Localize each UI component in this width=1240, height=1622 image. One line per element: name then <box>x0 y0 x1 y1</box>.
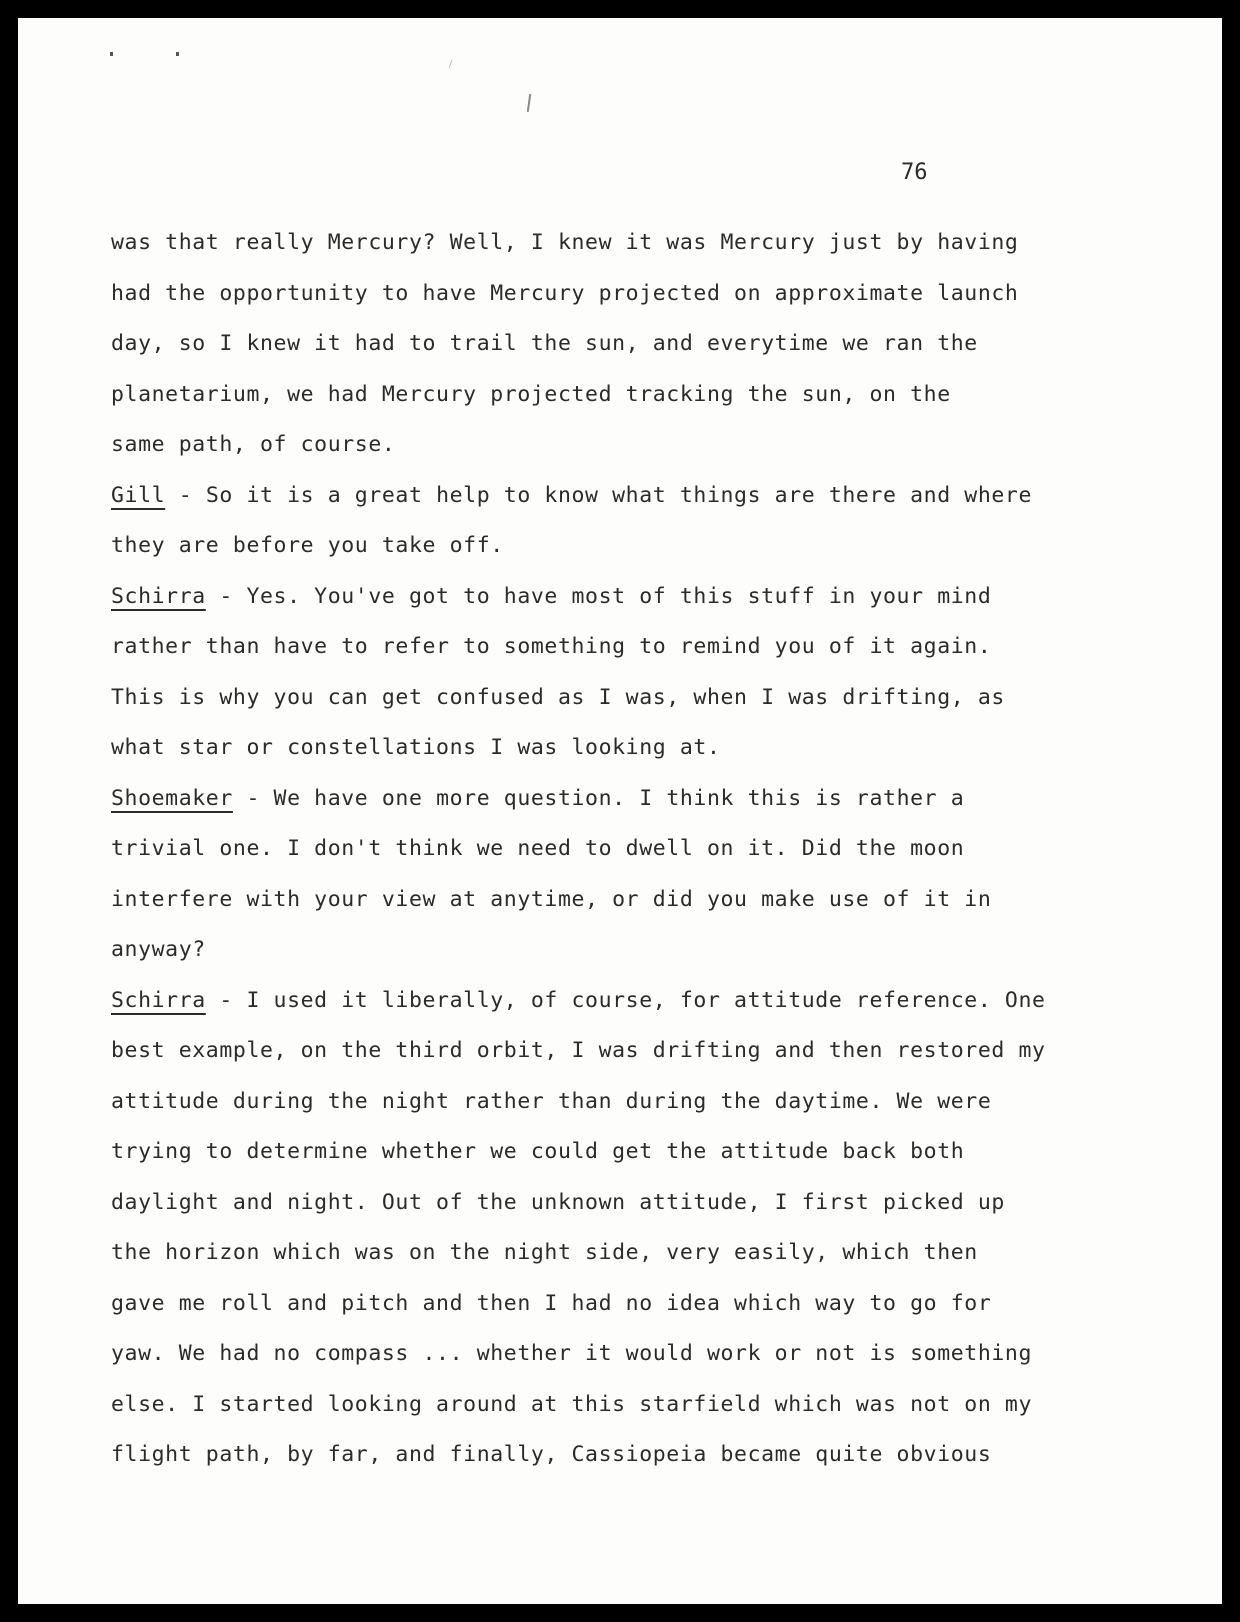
transcript-line <box>111 1380 1201 1431</box>
speaker-name: Shoemaker <box>111 785 233 811</box>
line-text: the horizon which was on the night side, very easily, which then <box>111 1240 978 1265</box>
transcript-line <box>111 1329 1201 1380</box>
line-text: interfere with your view at anytime, or did you make use of it in <box>111 886 992 912</box>
line-text: planetarium, we had Mercury projected tracking the sun, on the <box>111 381 951 407</box>
line-text: yaw. We had no compass ... whether it would work or not is something <box>111 1341 1032 1366</box>
line-text: attitude during the night rather than during the daytime. We were <box>111 1088 992 1114</box>
transcript-line <box>111 1178 1201 1229</box>
line-text: - Yes. You've got to have most of this stuff in your mind <box>205 583 992 609</box>
transcript-line <box>111 1228 1201 1279</box>
line-text: - So it is a great help to know what things are there and where <box>165 482 1033 508</box>
scan-speck <box>527 94 531 112</box>
scan-speck <box>110 52 113 56</box>
transcript-line <box>111 420 1201 471</box>
transcript-line <box>111 723 1201 774</box>
scan-speck <box>176 52 179 56</box>
line-text: had the opportunity to have Mercury projected on approximate launch <box>111 280 1019 306</box>
line-text: trivial one. I don't think we need to dwell on it. Did the moon <box>111 836 965 861</box>
line-text: rather than have to refer to something to remind you of it again. <box>111 634 992 659</box>
transcript-line <box>111 925 1201 976</box>
transcript-line <box>111 1026 1201 1077</box>
speaker-name: Gill <box>111 482 166 508</box>
transcript-line <box>111 774 1201 825</box>
transcript-line <box>111 1279 1201 1330</box>
line-text: This is why you can get confused as I was, when I was drifting, as <box>111 684 1005 710</box>
transcript-line <box>111 521 1201 572</box>
line-text: gave me roll and pitch and then I had no idea which way to go for <box>111 1290 992 1316</box>
transcript-line <box>111 269 1201 320</box>
line-text: - We have one more question. I think this is rather a <box>232 785 965 811</box>
transcript-line <box>111 673 1201 724</box>
page-number: 76 <box>901 160 928 185</box>
line-text: day, so I knew it had to trail the sun, and everytime we ran the <box>111 331 978 356</box>
transcript-line <box>111 1077 1201 1128</box>
document-page <box>18 18 1222 1604</box>
line-text: same path, of course. <box>111 432 396 457</box>
transcript-line <box>111 1127 1201 1178</box>
transcript-line <box>111 319 1201 370</box>
line-text: what star or constellations I was looking at. <box>111 735 721 760</box>
line-text: else. I started looking around at this starfield which was not on my <box>111 1391 1032 1417</box>
line-text: trying to determine whether we could get the attitude back both <box>111 1139 965 1164</box>
line-text: daylight and night. Out of the unknown attitude, I first picked up <box>111 1189 1005 1215</box>
transcript-line <box>111 218 1201 269</box>
line-text: they are before you take off. <box>111 533 504 558</box>
transcript-line <box>111 622 1201 673</box>
line-text: flight path, by far, and finally, Cassiopeia became quite obvious <box>111 1442 992 1467</box>
line-text: best example, on the third orbit, I was drifting and then restored my <box>111 1038 1046 1063</box>
line-text: - I used it liberally, of course, for attitude reference. One <box>205 987 1046 1013</box>
speaker-name: Schirra <box>111 583 206 609</box>
transcript-body <box>111 218 1201 1481</box>
transcript-line <box>111 572 1201 623</box>
scan-speck <box>449 60 453 68</box>
transcript-line <box>111 1430 1201 1481</box>
line-text: was that really Mercury? Well, I knew it was Mercury just by having <box>111 230 1019 255</box>
speaker-name: Schirra <box>111 987 206 1013</box>
transcript-line <box>111 824 1201 875</box>
line-text: anyway? <box>111 937 206 962</box>
transcript-line <box>111 370 1201 421</box>
transcript-line <box>111 875 1201 926</box>
transcript-line <box>111 471 1201 522</box>
transcript-line <box>111 976 1201 1027</box>
